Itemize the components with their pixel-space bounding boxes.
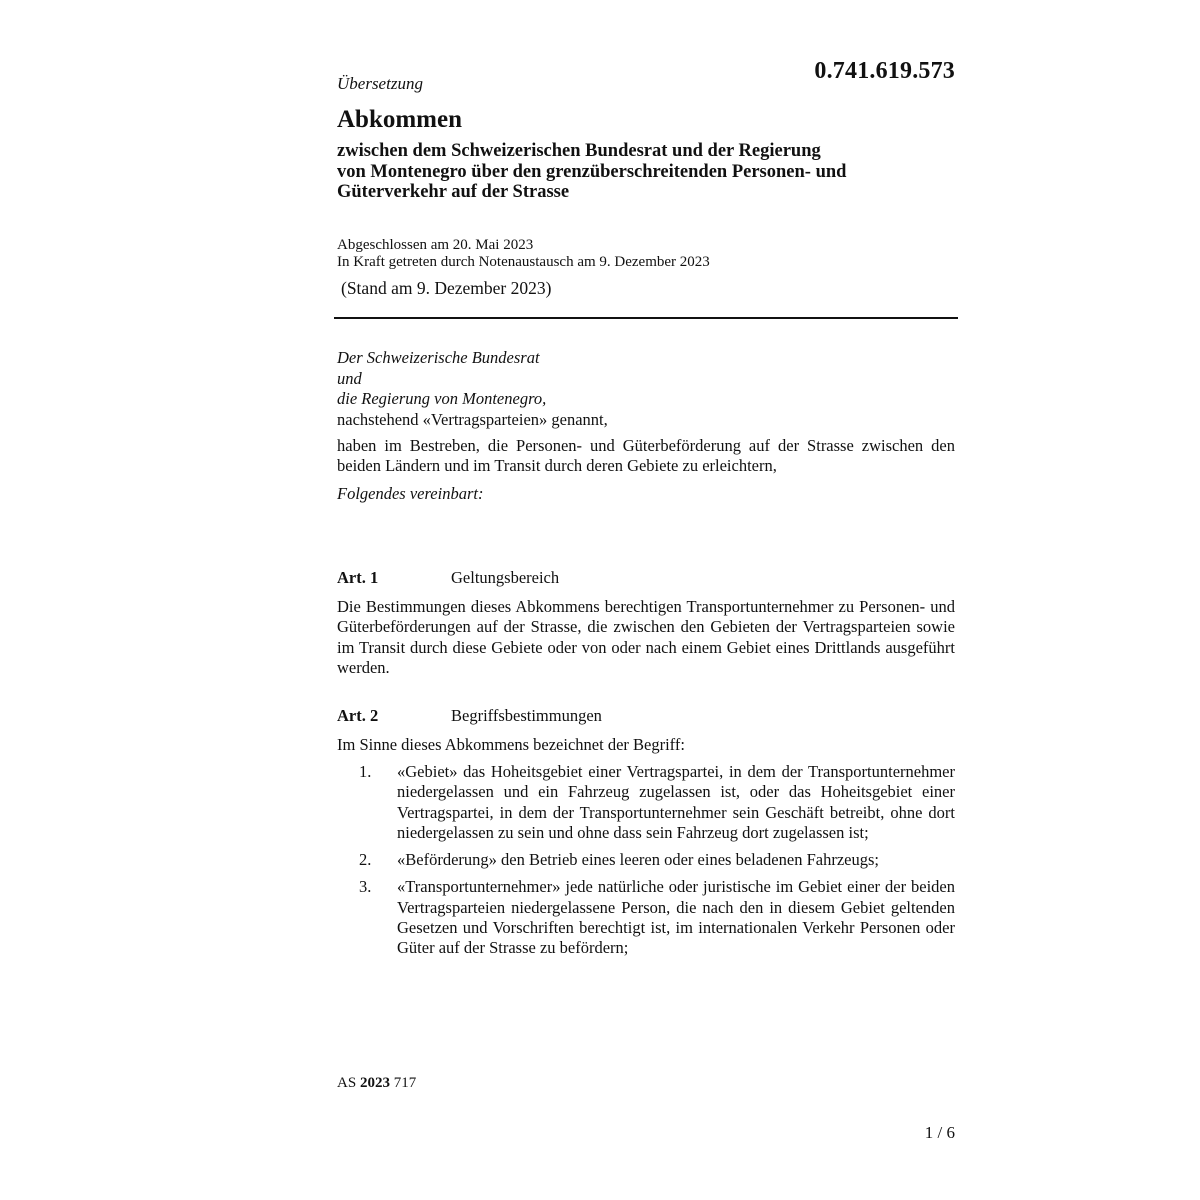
as-page: 717 <box>393 1075 417 1091</box>
subtitle-line: Güterverkehr auf der Strasse <box>337 182 570 202</box>
concluded-date: Abgeschlossen am 20. Mai 2023 <box>337 237 534 253</box>
list-item <box>337 877 955 958</box>
article-2-intro: Im Sinne dieses Abkommens bezeichnet der Begriff: <box>337 735 685 754</box>
article-title: Geltungsbereich <box>451 568 560 587</box>
document-title: Abkommen <box>337 106 463 133</box>
party-conjunction: und <box>337 368 362 388</box>
party-one: Der Schweizerische Bundesrat <box>337 348 540 367</box>
party-two: die Regierung von Montenegro, <box>337 389 547 408</box>
article-number: Art. 1 <box>337 568 379 587</box>
preamble-agreed: Folgendes vereinbart: <box>337 484 484 503</box>
subtitle-line: von Montenegro über den grenzüberschreitenden Personen- und <box>337 161 847 182</box>
official-collection-reference <box>337 1075 416 1092</box>
header-divider <box>334 317 958 319</box>
parties-designation: nachstehend «Vertragsparteien» genannt, <box>337 409 608 429</box>
status-date: (Stand am 9. Dezember 2023) <box>341 278 552 298</box>
subtitle-line: zwischen dem Schweizerischen Bundesrat und der Regierung <box>337 141 821 161</box>
document-number: 0.741.619.573 <box>814 58 955 84</box>
conclusion-metadata <box>337 237 710 271</box>
list-item-number: 1. <box>359 762 372 781</box>
preamble-parties <box>337 348 608 430</box>
page-indicator: 1 / 6 <box>924 1123 955 1142</box>
article-title: Begriffsbestimmungen <box>451 706 602 725</box>
article-2-heading <box>337 706 602 726</box>
list-item-text: «Transportunternehmer» jede natürliche oder juristische im Gebiet einer der beiden Vertragsparteien niedergelassene Person, die nach den in diesem Gebiet geltenden Gesetzen und Vorschriften berechtigt ist, im internationalen Verkehr Personen oder Güter auf der Strasse zu befördern; <box>397 877 955 958</box>
definitions-list <box>337 762 955 966</box>
article-1-text: Die Bestimmungen dieses Abkommens berechtigen Transportunternehmer zu Personen- und Güterbeförderungen auf der Strasse, die zwischen den Gebieten der Vertragsparteien sowie im Transit durch diese Gebiete oder von oder nach einem Gebiet eines Drittlands ausgeführt werden. <box>337 597 955 677</box>
list-item-text: «Gebiet» das Hoheitsgebiet einer Vertragspartei, in dem der Transportunternehmer niedergelassen und ein Fahrzeug zugelassen ist, oder das Hoheitsgebiet einer Vertragspartei, in dem der Transportunternehmer sein Geschäft betreibt, ohne dort niedergelassen zu sein und ohne dass sein Fahrzeug dort zugelassen ist; <box>397 762 955 842</box>
article-1-heading <box>337 568 559 588</box>
as-year: 2023 <box>359 1075 390 1091</box>
translation-label: Übersetzung <box>337 74 423 93</box>
as-prefix: AS <box>337 1075 357 1091</box>
preamble-purpose: haben im Bestreben, die Personen- und Güterbeförderung auf der Strasse zwischen den beiden Ländern und im Transit durch deren Gebiete zu erleichtern, <box>337 436 955 476</box>
list-item-number: 2. <box>359 850 372 870</box>
list-item-text: «Beförderung» den Betrieb eines leeren oder eines beladenen Fahrzeugs; <box>397 850 879 870</box>
list-item-number: 3. <box>359 877 372 897</box>
list-item <box>337 762 955 843</box>
document-subtitle <box>337 141 937 203</box>
in-force-date: In Kraft getreten durch Notenaustausch am 9. Dezember 2023 <box>337 254 710 270</box>
list-item <box>337 850 955 870</box>
article-number: Art. 2 <box>337 706 379 725</box>
